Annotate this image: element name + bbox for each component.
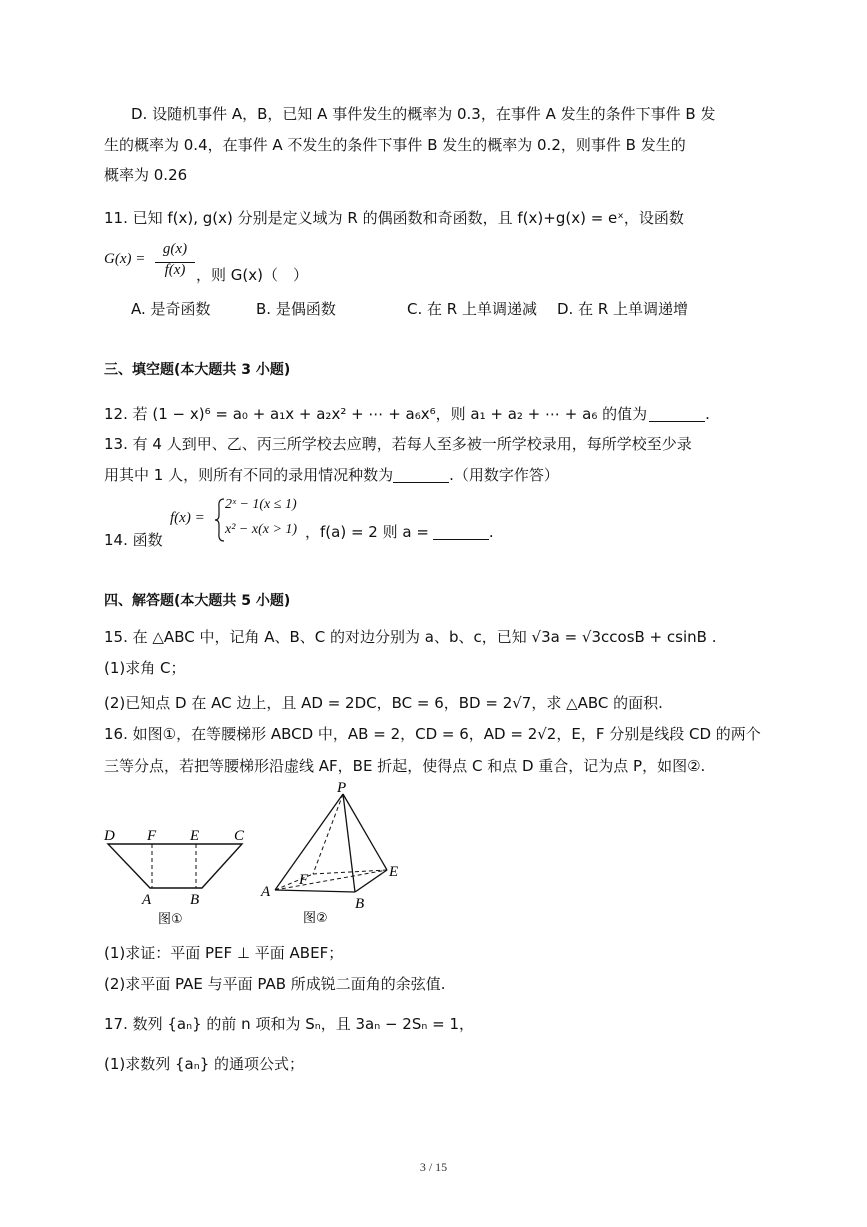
q15-stem: 15. 在 △ABC 中，记角 A、B、C 的对边分别为 a、b、c，已知 √3a = √3ccosB + csinB .: [104, 628, 717, 646]
q16-part2: (2)求平面 PAE 与平面 PAB 所成锐二面角的余弦值.: [104, 975, 446, 993]
q16-stem-line1: 16. 如图①，在等腰梯形 ABCD 中，AB = 2，CD = 6，AD = 2√2，E，F 分别是线段 CD 的两个: [104, 725, 761, 743]
figure-1-caption: 图①: [158, 912, 183, 927]
answer-blank: [649, 407, 705, 422]
q11-g-denominator: f(x): [164, 262, 186, 278]
figure-2-caption: 图②: [303, 911, 328, 926]
q16-part1: (1)求证：平面 PEF ⊥ 平面 ABEF；: [104, 944, 344, 962]
q11-g-numerator: g(x): [162, 241, 188, 257]
label-f: F: [299, 872, 309, 888]
q14-tail: ，f(a) = 2 则 a = .: [305, 523, 494, 541]
q14-case2: x² − x(x > 1): [225, 522, 298, 537]
q14-tail-text: ，f(a) = 2 则 a =: [305, 523, 429, 541]
q17-part1: (1)求数列 {aₙ} 的通项公式；: [104, 1055, 305, 1073]
q11-option-c: C. 在 R 上单调递减: [407, 300, 537, 318]
label-e: E: [190, 828, 200, 844]
q15-part2: (2)已知点 D 在 AC 边上，且 AD = 2DC，BC = 6，BD = 2√7，求 △ABC 的面积.: [104, 694, 663, 712]
q11-option-b: B. 是偶函数: [256, 300, 336, 318]
label-d: D: [104, 828, 115, 844]
q11-option-d: D. 在 R 上单调递增: [557, 300, 689, 318]
section-4-heading: 四、解答题(本大题共 5 小题): [104, 593, 291, 609]
q10-option-d-line2: 生的概率为 0.4，在事件 A 不发生的条件下事件 B 发生的概率为 0.2，则事件 B 发生的: [104, 136, 686, 154]
label-c: C: [234, 828, 245, 844]
q10-option-d-line1: D. 设随机事件 A，B，已知 A 事件发生的概率为 0.3，在事件 A 发生的条件下事件 B 发: [131, 105, 716, 123]
label-b: B: [355, 896, 365, 912]
q11-g-lhs: G(x) =: [104, 251, 146, 267]
label-f: F: [147, 828, 157, 844]
edge-ab: [275, 890, 355, 892]
answer-blank: [433, 525, 489, 540]
section-3-heading: 三、填空题(本大题共 3 小题): [104, 362, 291, 378]
q13-line2-tail: .（用数字作答）: [449, 466, 559, 484]
label-p: P: [337, 780, 347, 796]
q11-g-tail: ，则 G(x)（ ）: [196, 266, 308, 284]
q14-f: f(x) =: [170, 510, 205, 526]
label-a: A: [261, 884, 271, 900]
q15-part1: (1)求角 C；: [104, 659, 186, 677]
label-a: A: [142, 892, 152, 908]
q14-case1: 2ˣ − 1(x ≤ 1): [225, 497, 297, 512]
answer-blank: [393, 468, 449, 483]
q10-option-d-line3: 概率为 0.26: [104, 166, 188, 184]
q13-line2: [104, 465, 559, 485]
q14-prefix: 14. 函数: [104, 531, 163, 549]
figure-2-pyramid: [255, 780, 415, 930]
label-e: E: [389, 864, 399, 880]
q12-text: 12. 若 (1 − x)⁶ = a₀ + a₁x + a₂x² + ⋯ + a₆x⁶，则 a₁ + a₂ + ⋯ + a₆ 的值为: [104, 405, 648, 423]
q13-line1: 13. 有 4 人到甲、乙、丙三所学校去应聘，若每人至多被一所学校录用，每所学校至少录: [104, 435, 692, 453]
edge-ae: [275, 870, 387, 890]
q12-stem: 12. 若 (1 − x)⁶ = a₀ + a₁x + a₂x² + ⋯ + a₆x⁶，则 a₁ + a₂ + ⋯ + a₆ 的值为 .: [104, 405, 710, 423]
q11-stem: 11. 已知 f(x), g(x) 分别是定义域为 R 的偶函数和奇函数，且 f(x)+g(x) = eˣ，设函数: [104, 209, 684, 227]
q17-stem: 17. 数列 {aₙ} 的前 n 项和为 Sₙ，且 3aₙ − 2Sₙ = 1，: [104, 1015, 474, 1033]
edge-be: [355, 870, 387, 892]
page-number: 3 / 15: [419, 1160, 448, 1174]
edge-pf: [313, 794, 343, 874]
figure-1-trapezoid: [100, 822, 260, 928]
q11-option-a: A. 是奇函数: [131, 300, 211, 318]
edge-pe: [343, 794, 387, 870]
label-b: B: [190, 892, 200, 908]
q16-stem-line2: 三等分点，若把等腰梯形沿虚线 AF，BE 折起，使得点 C 和点 D 重合，记为点 P，如图②.: [104, 757, 706, 775]
trapezoid-outline: [108, 844, 242, 888]
edge-fe: [313, 870, 387, 874]
q13-line2-text: 用其中 1 人，则所有不同的录用情况种数为: [104, 466, 394, 484]
